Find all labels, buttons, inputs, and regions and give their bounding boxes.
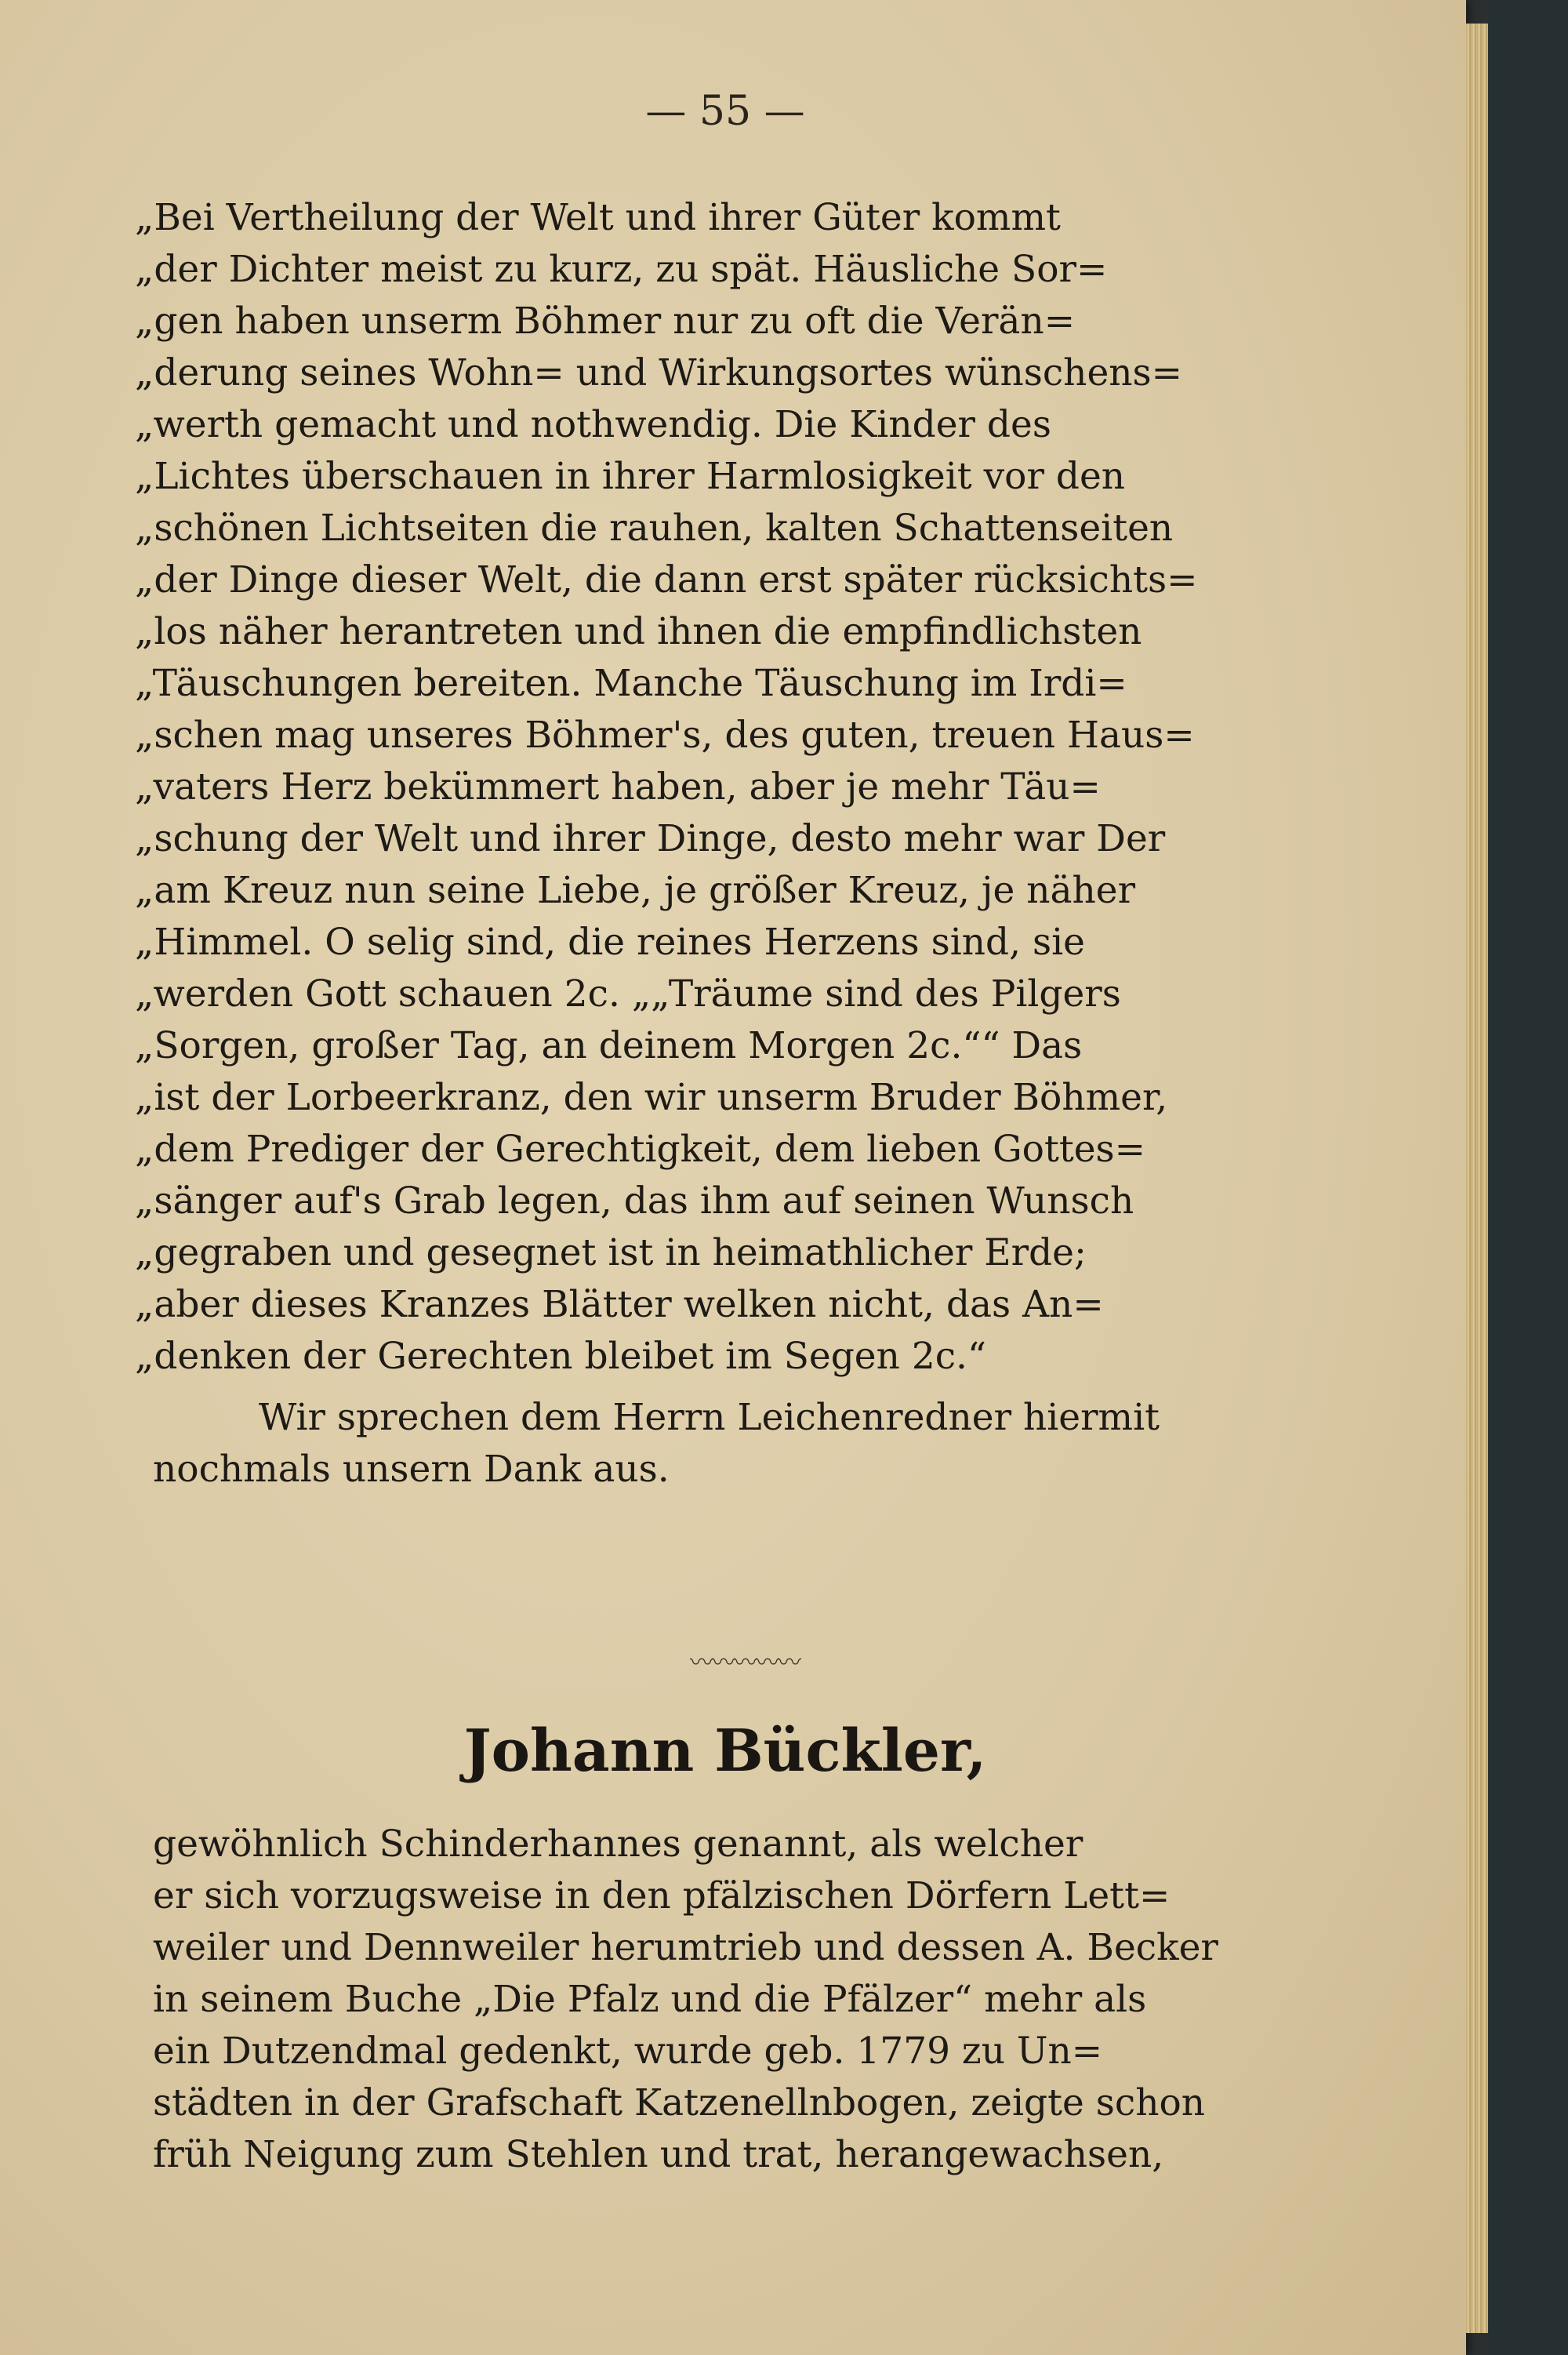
text-line: gewöhnlich Schinderhannes genannt, als welcher — [153, 1823, 1083, 1866]
book-cover-edge — [1488, 0, 1568, 2355]
text-line: „aber dieses Kranzes Blätter welken nicht, das An= — [135, 1283, 1104, 1326]
text-line: „Himmel. O selig sind, die reines Herzens sind, sie — [135, 921, 1085, 964]
text-line: früh Neigung zum Stehlen und trat, herangewachsen, — [153, 2133, 1164, 2176]
text-line: „Lichtes überschauen in ihrer Harmlosigkeit vor den — [135, 455, 1126, 498]
text-line: „werden Gott schauen 2c. „„Träume sind des Pilgers — [135, 972, 1121, 1016]
text-line: „ist der Lorbeerkranz, den wir unserm Bruder Böhmer, — [135, 1076, 1168, 1119]
text-line: „werth gemacht und nothwendig. Die Kinder des — [135, 403, 1051, 446]
text-line: „Sorgen, großer Tag, an deinem Morgen 2c.““ Das — [135, 1024, 1083, 1067]
text-line: „derung seines Wohn= und Wirkungsortes wünschens= — [135, 351, 1183, 394]
text-line: „vaters Herz bekümmert haben, aber je mehr Täu= — [135, 765, 1101, 809]
section-divider-ornament: 〰〰〰〰〰 — [690, 1649, 800, 1677]
text-line: „sänger auf's Grab legen, das ihm auf seinen Wunsch — [135, 1179, 1134, 1223]
text-line: „dem Prediger der Gerechtigkeit, dem lieben Gottes= — [135, 1128, 1146, 1171]
text-line: „Bei Vertheilung der Welt und ihrer Güter kommt — [135, 196, 1061, 239]
text-line: „schönen Lichtseiten die rauhen, kalten Schattenseiten — [135, 507, 1174, 550]
text-line: „los näher herantreten und ihnen die empfindlichsten — [135, 610, 1142, 653]
text-line: weiler und Dennweiler herumtrieb und dessen A. Becker — [153, 1926, 1218, 1969]
text-line: „schung der Welt und ihrer Dinge, desto mehr war Der — [135, 817, 1166, 860]
text-line: städten in der Grafschaft Katzenellnbogen, zeigte schon — [153, 2081, 1206, 2124]
text-line: „gegraben und gesegnet ist in heimathlicher Erde; — [135, 1231, 1087, 1274]
text-line: Wir sprechen dem Herrn Leichenredner hiermit — [259, 1396, 1160, 1439]
text-line: „schen mag unseres Böhmer's, des guten, treuen Haus= — [135, 714, 1195, 757]
text-line: „am Kreuz nun seine Liebe, je größer Kreuz, je näher — [135, 869, 1136, 912]
text-line: nochmals unsern Dank aus. — [153, 1448, 670, 1491]
text-line: „gen haben unserm Böhmer nur zu oft die Verän= — [135, 300, 1076, 343]
text-line: „Täuschungen bereiten. Manche Täuschung im Irdi= — [135, 662, 1127, 705]
text-line: „der Dichter meist zu kurz, zu spät. Häusliche Sor= — [135, 248, 1108, 291]
text-line: ein Dutzendmal gedenkt, wurde geb. 1779 zu Un= — [153, 2030, 1103, 2073]
page-block-edge — [1466, 24, 1488, 2333]
page-number: — 55 — — [645, 88, 805, 135]
text-line: er sich vorzugsweise in den pfälzischen Dörfern Lett= — [153, 1874, 1171, 1917]
section-heading: Johann Bückler, — [463, 1717, 987, 1785]
text-line: „denken der Gerechten bleibet im Segen 2c.“ — [135, 1335, 987, 1378]
text-line: „der Dinge dieser Welt, die dann erst später rücksichts= — [135, 558, 1198, 601]
text-line: in seinem Buche „Die Pfalz und die Pfälzer“ mehr als — [153, 1978, 1147, 2021]
